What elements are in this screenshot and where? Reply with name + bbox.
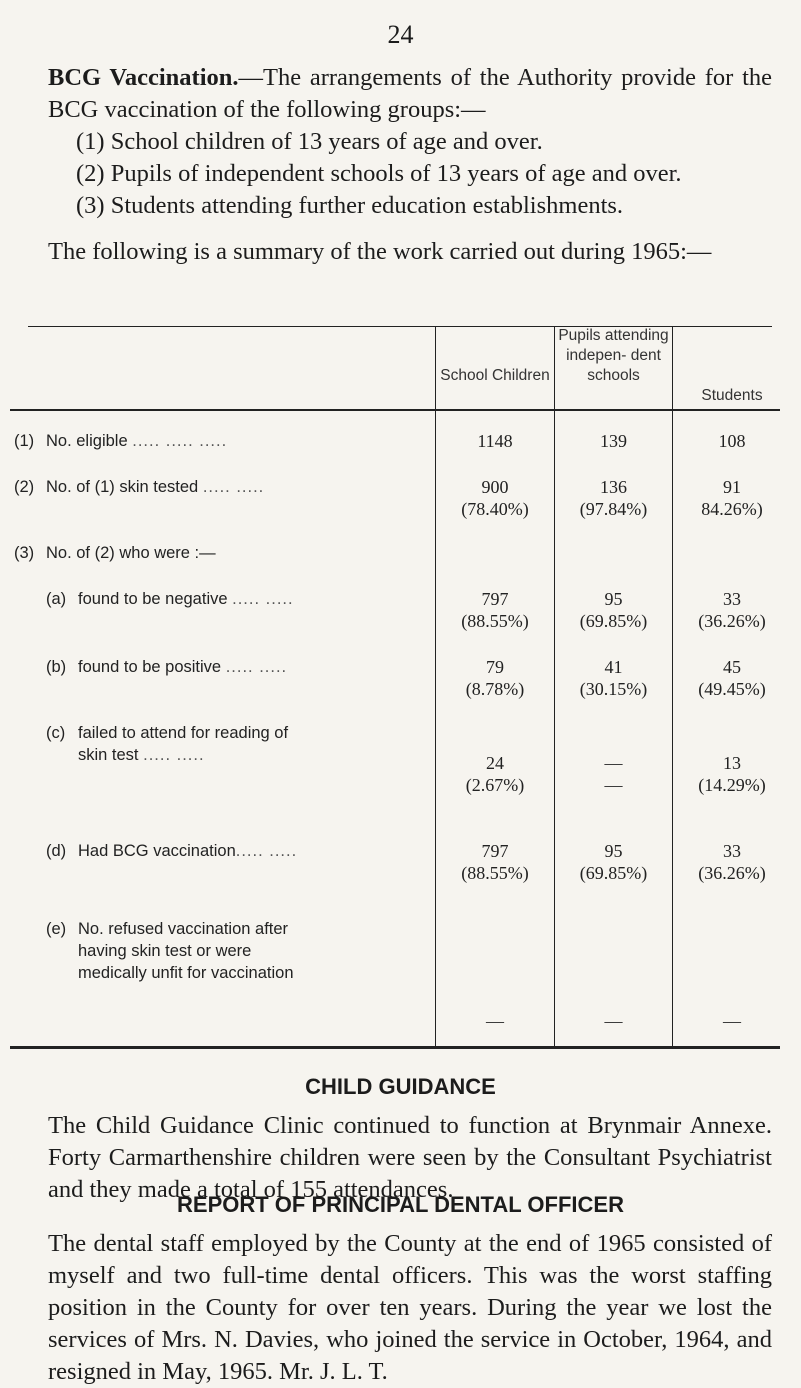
cell-school-refused: — (486, 1011, 504, 1031)
cell-pupils-had-bcg: 95 (69.85%) (579, 841, 648, 883)
dental-officer-heading: REPORT OF PRINCIPAL DENTAL OFFICER (177, 1192, 624, 1217)
cell-students-skin-tested: 91 84.26%) (701, 477, 763, 519)
cell-pupils-eligible: 139 (600, 431, 627, 451)
cell-pupils-failed: — — (604, 753, 623, 795)
bcg-title: BCG Vaccination. (48, 64, 239, 91)
row-label-failed-to-attend: (c) failed to attend for reading of skin test ..... ..... (46, 724, 289, 764)
cell-school-positive: 79 (8.78%) (465, 657, 525, 699)
cell-students-eligible: 108 (718, 431, 746, 451)
cell-school-negative: 797 (88.55%) (461, 589, 529, 631)
cell-students-had-bcg: 33 (36.26%) (698, 841, 766, 883)
row-label-who-were: (3) No. of (2) who were :— (14, 544, 216, 562)
row-label-had-bcg: (d) Had BCG vaccination..... ..... (46, 842, 298, 860)
cell-students-failed: 13 (14.29%) (698, 753, 766, 795)
cell-students-negative: 33 (36.26%) (698, 589, 766, 631)
cell-pupils-skin-tested: 136 (97.84%) (579, 477, 648, 519)
group-item: (3) Students attending further education establishments. (76, 192, 624, 219)
row-label-positive: (b) found to be positive ..... ..... (46, 658, 288, 676)
row-label-refused: (e) No. refused vaccination after having skin test or were medically unfit for vaccination (46, 920, 294, 982)
cell-pupils-refused: — (604, 1011, 623, 1031)
cell-students-positive: 45 (49.45%) (698, 657, 766, 699)
group-item: (1) School children of 13 years of age and over. (76, 128, 543, 155)
cell-pupils-positive: 41 (30.15%) (579, 657, 648, 699)
cell-pupils-negative: 95 (69.85%) (579, 589, 648, 631)
bcg-summary-table (0, 326, 801, 1048)
cell-school-skin-tested: 900 (78.40%) (461, 477, 529, 519)
cell-school-had-bcg: 797 (88.55%) (461, 841, 529, 883)
child-guidance-text: The Child Guidance Clinic continued to function at Brynmair Annexe. Forty Carmarthenshire children were seen by the Consultant Psychiatrist and they made a total of 155 attendances. (48, 1112, 772, 1203)
intro-lead-text: —The arrangements of the Authority provide for the BCG vaccination of the following groups:— (48, 64, 772, 123)
cell-school-eligible: 1148 (477, 431, 513, 451)
header-rule (10, 409, 780, 411)
groups-list (48, 126, 772, 222)
row-label-skin-tested: (2) No. of (1) skin tested ..... ..... (14, 478, 265, 496)
child-guidance-heading: CHILD GUIDANCE (305, 1074, 496, 1099)
header-students: Students (701, 387, 763, 404)
page-number: 24 (387, 20, 414, 49)
cell-students-refused: — (723, 1011, 741, 1031)
group-item: (2) Pupils of independent schools of 13 years of age and over. (76, 160, 682, 187)
intro-section (48, 62, 772, 222)
row-label-eligible: (1) No. eligible ..... ..... ..... (14, 432, 228, 450)
row-label-negative: (a) found to be negative ..... ..... (46, 590, 294, 608)
summary-text: The following is a summary of the work carried out during 1965:— (48, 238, 712, 265)
cell-school-failed: 24 (2.67%) (465, 753, 525, 795)
table-bottom-rule (10, 1046, 780, 1049)
intro-lead (48, 62, 772, 126)
header-pupils-independent: Pupils attending indepen- dent schools (558, 327, 669, 384)
dental-officer-text: The dental staff employed by the County at the end of 1965 consisted of myself and two full-time dental officers. This was the worst staffing position in the County for over ten years. During the year we lost the services of Mrs. N. Davies, who joined the service in October, 1964, and resigned in May, 1965. Mr. J. L. T. (48, 1230, 772, 1385)
header-school-children: School Children (440, 367, 550, 384)
